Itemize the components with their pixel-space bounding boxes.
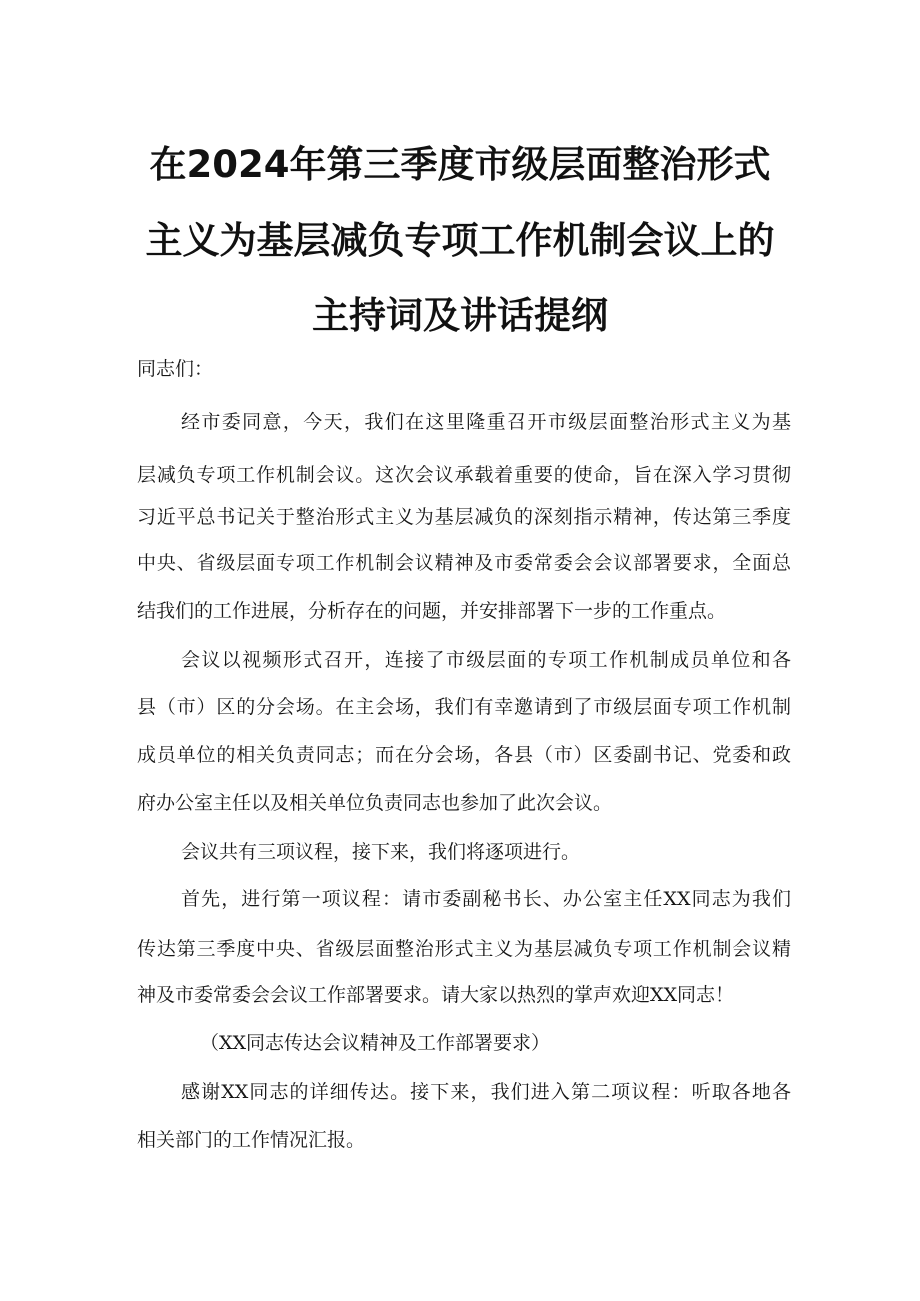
paragraph-2-line: 县（市）区的分会场。在主会场，我们有幸邀请到了市级层面专项工作机制 (137, 696, 791, 718)
paragraph-6-line: 相关部门的工作情况汇报。 (137, 1129, 366, 1151)
document-title-line-1: 在2024年第三季度市级层面整治形式 (149, 143, 771, 186)
paragraph-1-line: 中央、省级层面专项工作机制会议精神及市委常委会会议部署要求，全面总 (137, 552, 791, 574)
paragraph-3-line: 会议共有三项议程，接下来，我们将逐项进行。 (181, 841, 581, 863)
paragraph-2-line: 府办公室主任以及相关单位负责同志也参加了此次会议。 (137, 792, 613, 814)
paragraph-2-line: 成员单位的相关负责同志；而在分会场，各县（市）区委副书记、党委和政 (137, 744, 791, 766)
salutation: 同志们： (137, 358, 214, 380)
paragraph-1-line: 结我们的工作进展，分析存在的问题，并安排部署下一步的工作重点。 (137, 600, 727, 622)
paragraph-1-line: 层减负专项工作机制会议。这次会议承载着重要的使命，旨在深入学习贯彻 (137, 464, 791, 486)
document-title-line-3: 主持词及讲话提纲 (312, 294, 608, 337)
paragraph-4-line: 传达第三季度中央、省级层面整治形式主义为基层减负专项工作机制会议精 (137, 938, 791, 960)
paragraph-4-line: 首先，进行第一项议程：请市委副秘书长、办公室主任XX同志为我们 (181, 888, 791, 910)
paragraph-6-line: 感谢XX同志的详细传达。接下来，我们进入第二项议程：听取各地各 (181, 1081, 791, 1103)
paragraph-2-line: 会议以视频形式召开，连接了市级层面的专项工作机制成员单位和各 (181, 649, 791, 671)
paragraph-4-line: 神及市委常委会会议工作部署要求。请大家以热烈的掌声欢迎XX同志！ (137, 984, 735, 1006)
paragraph-1-line: 经市委同意，今天，我们在这里隆重召开市级层面整治形式主义为基 (181, 411, 791, 433)
paragraph-5-line: （XX同志传达会议精神及工作部署要求） (200, 1032, 551, 1054)
paragraph-1-line: 习近平总书记关于整治形式主义为基层减负的深刻指示精神，传达第三季度 (137, 506, 791, 528)
document-title-line-2: 主义为基层减负专项工作机制会议上的 (145, 219, 775, 262)
